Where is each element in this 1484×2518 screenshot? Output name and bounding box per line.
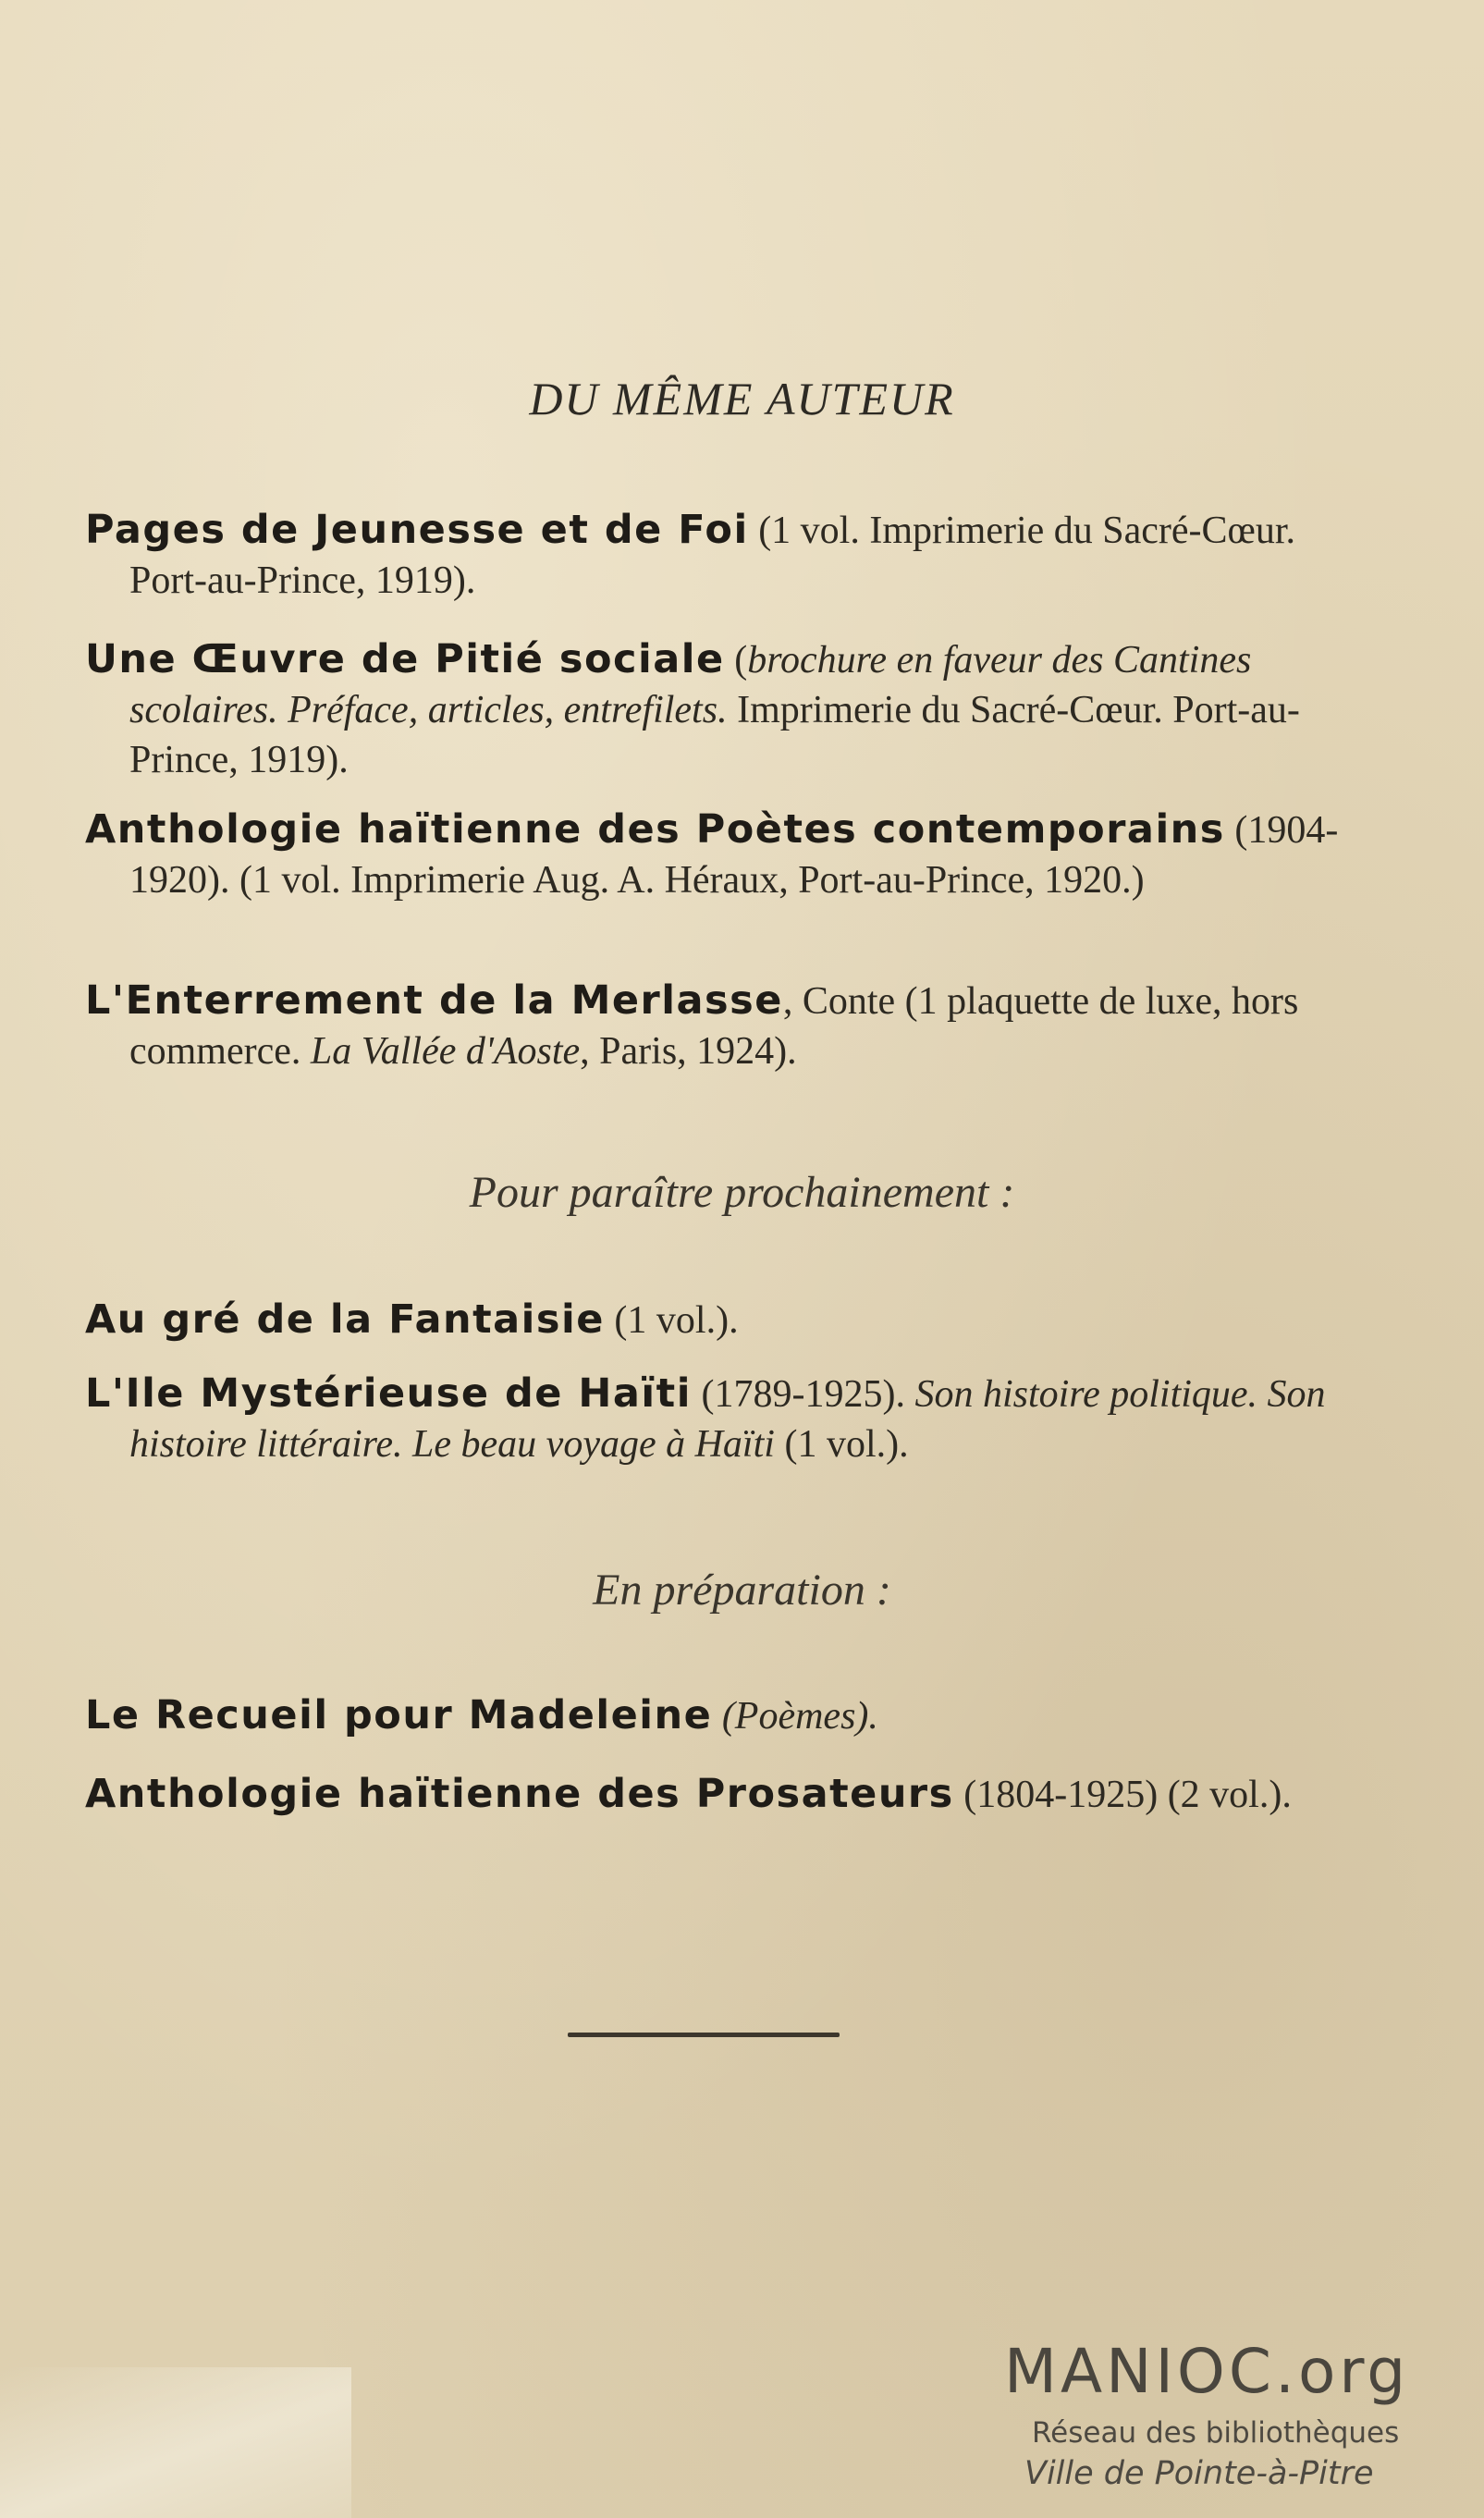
entry-title: Anthologie haïtienne des Poètes contemporains bbox=[85, 806, 1225, 853]
entry-italic-details: Son histoire politique. Son histoire littéraire. Le beau voyage à Haïti bbox=[129, 1373, 1326, 1466]
closing-rule bbox=[568, 2033, 840, 2037]
entry-title: Une Œuvre de Pitié sociale bbox=[85, 636, 725, 682]
entry-paren: ( bbox=[724, 639, 748, 682]
entry-italic-details: brochure en faveur des Cantines scolaires. Préface, articles, entrefilets. bbox=[129, 639, 1252, 731]
entry-title: Pages de Jeunesse et de Foi bbox=[85, 507, 749, 553]
bibliography-entry bbox=[85, 1769, 1359, 1820]
entry-details: (1 vol.). bbox=[604, 1299, 739, 1342]
bibliography-entry bbox=[85, 505, 1359, 606]
heading-du-meme-auteur: DU MÊME AUTEUR bbox=[529, 373, 955, 424]
bibliography-entry bbox=[85, 976, 1359, 1076]
watermark-network: Réseau des bibliothèques bbox=[1032, 2416, 1400, 2450]
heading-en-preparation: En préparation : bbox=[593, 1566, 891, 1615]
entry-details: (1789-1925). bbox=[691, 1373, 915, 1416]
entry-title: Anthologie haïtienne des Prosateurs bbox=[85, 1771, 954, 1817]
entry-italic-details: La Vallée d'Aoste bbox=[310, 1030, 581, 1073]
bibliography-entry bbox=[85, 1369, 1359, 1469]
bibliography-entry bbox=[85, 1690, 1359, 1741]
entry-details: (1904-1920). (1 vol. Imprimerie Aug. A. Héraux, Port-au-Prince, 1920.) bbox=[129, 809, 1339, 902]
manioc-watermark bbox=[1004, 2336, 1448, 2495]
entry-title: Le Recueil pour Madeleine bbox=[85, 1692, 713, 1738]
heading-pour-paraitre: Pour paraître prochainement : bbox=[469, 1168, 1015, 1217]
watermark-city: Ville de Pointe-à-Pitre bbox=[1024, 2455, 1374, 2492]
bibliography-entry bbox=[85, 634, 1359, 785]
entry-title: L'Enterrement de la Merlasse bbox=[85, 977, 783, 1024]
entry-details: (1 vol. Imprimerie du Sacré-Cœur. Port-au-Prince, 1919). bbox=[129, 510, 1296, 602]
entry-title: L'Ile Mystérieuse de Haïti bbox=[85, 1370, 692, 1417]
entry-details-end: , Paris, 1924). bbox=[580, 1030, 797, 1073]
entry-details: , Conte (1 plaquette de luxe, hors commerce. bbox=[129, 980, 1299, 1073]
entry-italic-details: (Poèmes). bbox=[712, 1695, 878, 1738]
bibliography-entry bbox=[85, 805, 1359, 905]
entry-details: (1804-1925) (2 vol.). bbox=[953, 1774, 1292, 1816]
manioc-logo: MANIOC.org bbox=[1004, 2336, 1410, 2407]
entry-title: Au gré de la Fantaisie bbox=[85, 1296, 605, 1343]
bibliography-entry bbox=[85, 1295, 1359, 1345]
entry-details-end: (1 vol.). bbox=[774, 1423, 909, 1466]
paper-fold-highlight bbox=[0, 2367, 351, 2518]
entry-details: Imprimerie du Sacré-Cœur. Port-au-Prince, 1919). bbox=[129, 689, 1300, 781]
